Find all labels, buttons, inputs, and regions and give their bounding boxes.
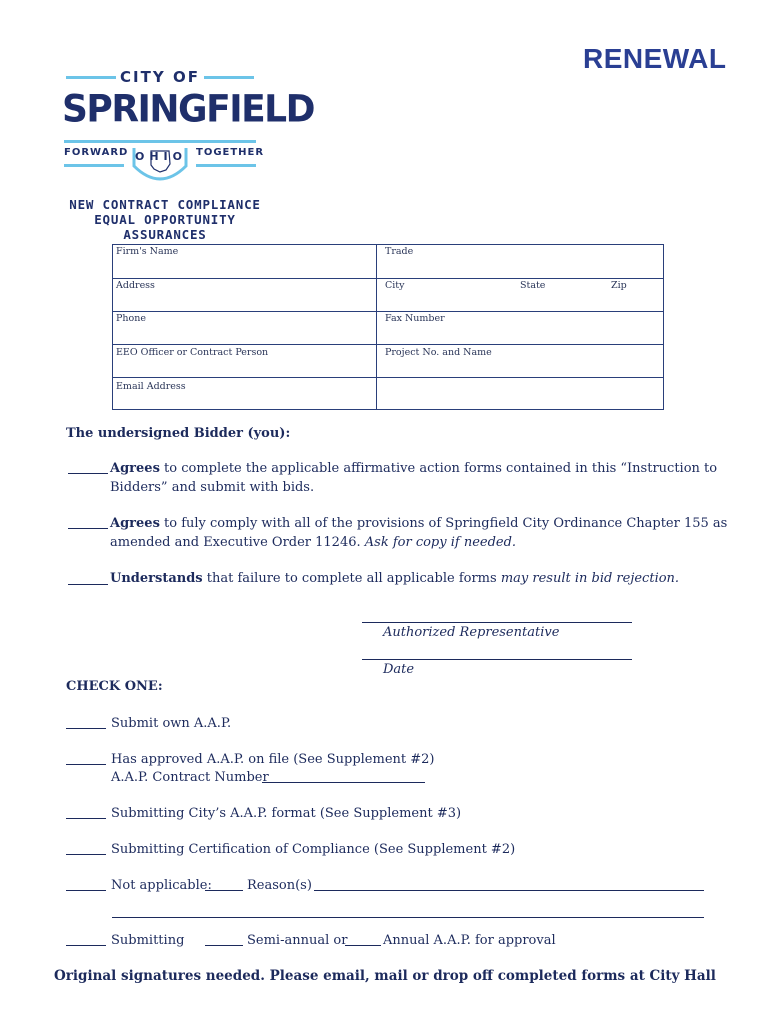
logo-rule — [66, 76, 116, 79]
understand-blank[interactable] — [68, 584, 108, 585]
contract-number-label: A.A.P. Contract Number — [111, 770, 269, 785]
table-divider — [376, 245, 377, 409]
email-field[interactable] — [116, 381, 374, 407]
trade-field[interactable] — [385, 246, 660, 277]
option-city-format: Submitting City’s A.A.P. format (See Supplement #3) — [111, 806, 462, 821]
bidder-statement-1 — [110, 461, 717, 476]
address-label: Address — [116, 280, 155, 291]
contract-number-input[interactable] — [262, 782, 425, 783]
logo-rule — [64, 140, 256, 143]
option-blank-4[interactable] — [66, 854, 106, 855]
signature-line[interactable] — [362, 622, 632, 623]
email-label: Email Address — [116, 381, 186, 392]
option-blank-6[interactable] — [66, 945, 106, 946]
table-divider — [113, 278, 663, 279]
logo-forward: FORWARD — [64, 147, 129, 158]
zip-field[interactable] — [611, 280, 659, 310]
logo-city-of: CITY OF — [120, 68, 200, 86]
eeo-officer-field[interactable] — [116, 347, 374, 376]
reasons-input-line2[interactable] — [112, 917, 704, 918]
statement-verb: Understands — [110, 571, 203, 586]
date-label: Date — [383, 662, 415, 677]
firm-info-table — [112, 244, 664, 410]
semi-annual-blank[interactable] — [205, 945, 243, 946]
semi-annual-label: Semi-annual or — [247, 933, 348, 948]
option-not-applicable: Not applicable: — [111, 878, 212, 893]
blank-field[interactable] — [385, 381, 660, 407]
authorized-representative-label: Authorized Representative — [383, 625, 560, 640]
table-divider — [113, 311, 663, 312]
fax-field[interactable] — [385, 313, 660, 343]
option-blank-3[interactable] — [66, 818, 106, 819]
table-divider — [113, 377, 663, 378]
logo-springfield: SPRINGFIELD — [62, 87, 315, 131]
bidder-statement-3 — [110, 571, 679, 586]
logo-rule — [204, 76, 254, 79]
form-title-line1: NEW CONTRACT COMPLIANCE — [69, 197, 261, 212]
statement-text: amended and Executive Order 11246. — [110, 535, 365, 550]
trade-label: Trade — [385, 246, 414, 257]
option-blank-2[interactable] — [66, 764, 106, 765]
annual-blank[interactable] — [345, 945, 381, 946]
option-blank-5[interactable] — [66, 890, 106, 891]
state-field[interactable] — [520, 280, 605, 310]
zip-label: Zip — [611, 280, 627, 291]
option-blank-1[interactable] — [66, 728, 106, 729]
bidder-statement-2 — [110, 516, 727, 531]
annual-label: Annual A.A.P. for approval — [383, 933, 556, 948]
check-one-heading: CHECK ONE: — [66, 679, 163, 694]
city-logo — [62, 68, 315, 188]
firm-name-label: Firm's Name — [116, 246, 179, 257]
statement-text: that failure to complete all applicable forms — [202, 571, 501, 586]
option-approved-on-file: Has approved A.A.P. on file (See Supplement #2) — [111, 752, 435, 767]
address-field[interactable] — [116, 280, 374, 310]
logo-rule — [64, 164, 124, 167]
phone-field[interactable] — [116, 313, 374, 343]
statement-note: Ask for copy if needed. — [364, 535, 517, 550]
option-submit-own: Submit own A.A.P. — [111, 716, 232, 731]
statement-text: to fuly comply with all of the provisions of Springfield City Ordinance Chapter 155 as — [159, 516, 728, 531]
footer-note: Original signatures needed. Please email, mail or drop off completed forms at City Hall — [54, 968, 716, 984]
logo-together: TOGETHER — [196, 147, 265, 158]
not-applicable-blank[interactable] — [205, 890, 243, 891]
logo-rule — [196, 164, 256, 167]
city-label: City — [385, 280, 405, 291]
table-divider — [113, 344, 663, 345]
phone-label: Phone — [116, 313, 146, 324]
project-label: Project No. and Name — [385, 347, 492, 358]
bidder-heading: The undersigned Bidder (you): — [66, 426, 291, 441]
bidder-statement-2-cont — [110, 535, 516, 550]
date-line[interactable] — [362, 659, 632, 660]
option-submitting: Submitting — [111, 933, 185, 948]
firm-name-field[interactable] — [116, 246, 374, 277]
statement-verb: Agrees — [110, 461, 160, 476]
reasons-label: Reason(s) — [247, 878, 312, 893]
fax-label: Fax Number — [385, 313, 445, 324]
project-field[interactable] — [385, 347, 660, 376]
agree-blank-2[interactable] — [68, 528, 108, 529]
form-title-line2: EQUAL OPPORTUNITY ASSURANCES — [94, 212, 236, 242]
option-certification: Submitting Certification of Compliance (See Supplement #2) — [111, 842, 516, 857]
reasons-input[interactable] — [314, 890, 704, 891]
renewal-label: RENEWAL — [583, 43, 727, 74]
statement-text: to complete the applicable affirmative action forms contained in this “Instruction to — [159, 461, 718, 476]
eeo-officer-label: EEO Officer or Contract Person — [116, 347, 269, 358]
statement-note: may result in bid rejection. — [500, 571, 680, 586]
city-field[interactable] — [385, 280, 515, 310]
state-label: State — [520, 280, 546, 291]
bidder-statement-1-cont: Bidders” and submit with bids. — [110, 480, 315, 495]
agree-blank-1[interactable] — [68, 473, 108, 474]
statement-verb: Agrees — [110, 516, 160, 531]
logo-ohio: OHIO — [135, 150, 188, 163]
